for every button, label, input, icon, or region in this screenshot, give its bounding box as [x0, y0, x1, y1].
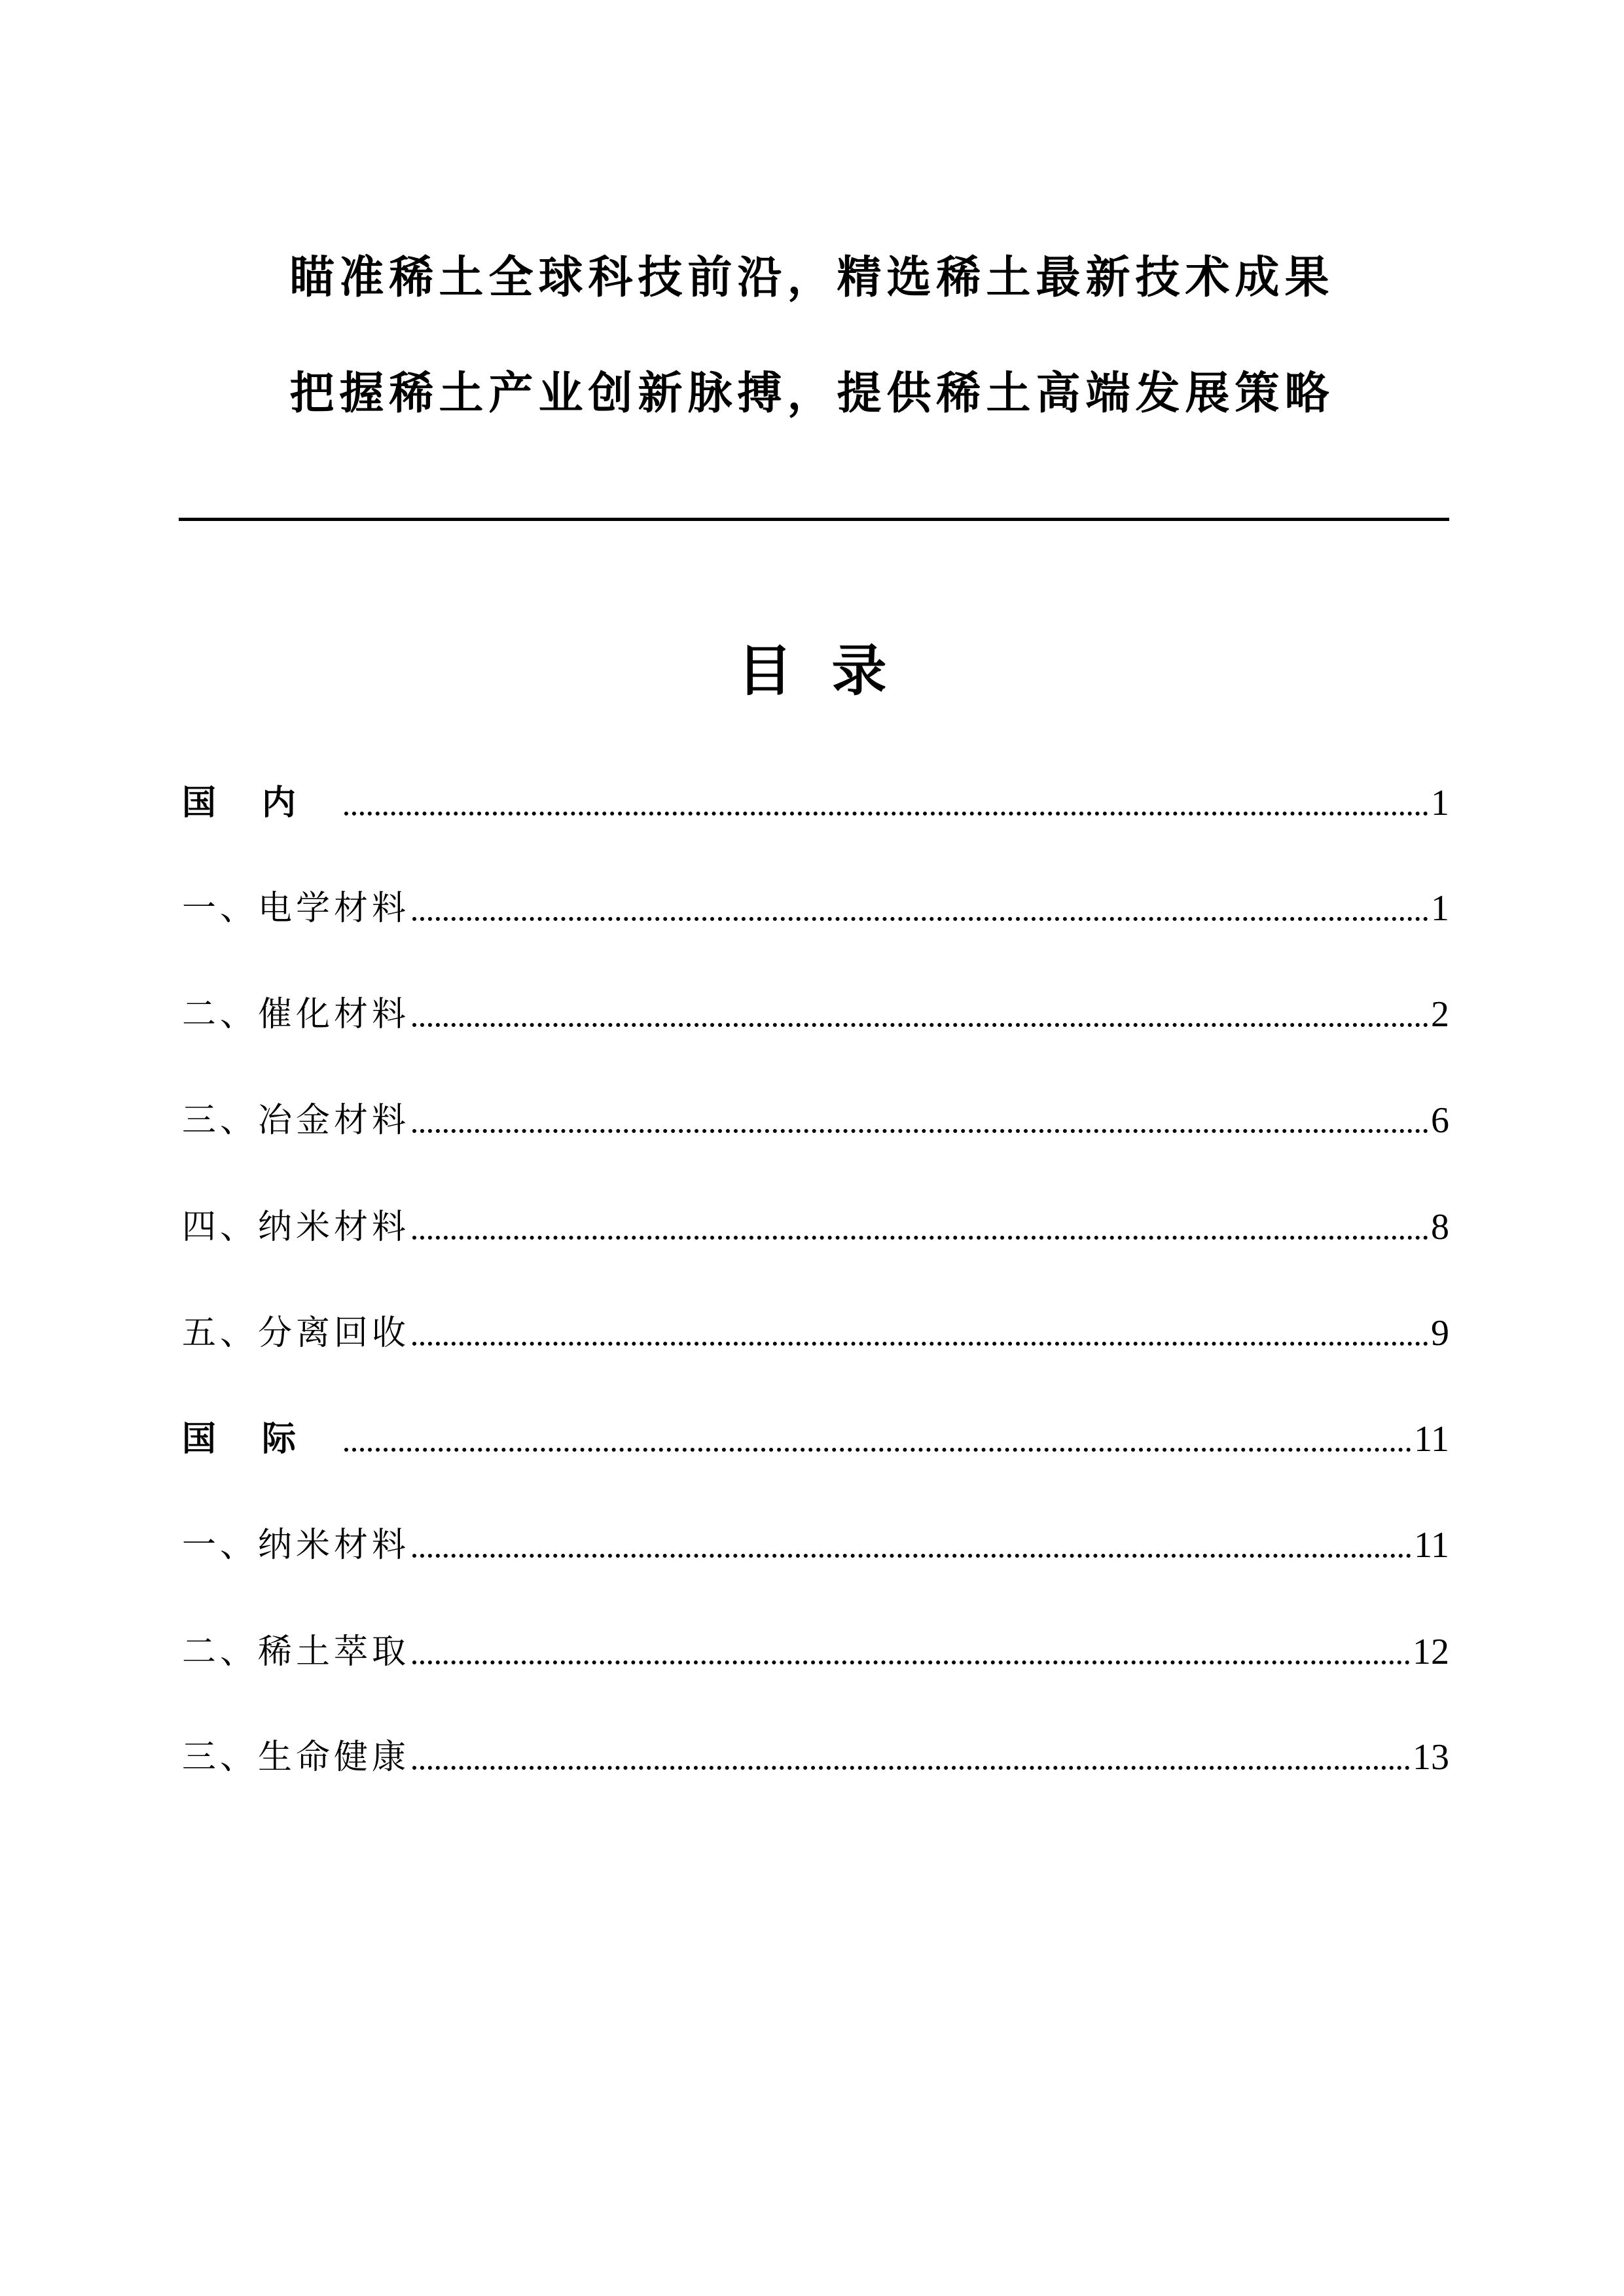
toc-entry[interactable]: [182, 992, 1449, 1037]
toc-entry-page: 1: [1431, 783, 1449, 823]
toc-entry-page: 13: [1413, 1737, 1449, 1778]
toc-entry-label: 一、纳米材料: [182, 1526, 410, 1565]
toc-entry-label: 三、生命健康: [182, 1738, 410, 1777]
toc-entry-page: 6: [1431, 1100, 1449, 1141]
toc-entry-label: 二、稀土萃取: [182, 1632, 410, 1672]
toc-dot-leader: [412, 917, 1428, 921]
toc-entry-page: 8: [1431, 1207, 1449, 1247]
toc-dot-leader: [412, 1236, 1428, 1240]
toc-dot-leader: [412, 1554, 1411, 1558]
toc-entry-label: 三、冶金材料: [182, 1101, 410, 1140]
toc-entry[interactable]: [182, 780, 1449, 826]
toc-dot-leader: [412, 1023, 1428, 1027]
toc-entry-page: 11: [1414, 1525, 1449, 1566]
toc-entry-label: 四、纳米材料: [182, 1208, 410, 1247]
toc-title: 目录: [737, 639, 926, 703]
toc-entry-page: 2: [1431, 994, 1449, 1035]
toc-entry-label: 国内: [182, 783, 342, 823]
slogan-line-1: 瞄准稀土全球科技前沿，精选稀土最新技术成果: [289, 252, 1335, 304]
toc-dot-leader: [412, 1342, 1428, 1346]
toc-dot-leader: [412, 1766, 1410, 1770]
toc-entry[interactable]: [182, 886, 1449, 931]
toc-entry[interactable]: [182, 1522, 1449, 1568]
toc-entry[interactable]: [182, 1204, 1449, 1250]
toc-entry-page: 11: [1414, 1419, 1449, 1460]
toc-entry[interactable]: [182, 1416, 1449, 1462]
toc-entry-page: 12: [1413, 1632, 1449, 1672]
toc-dot-leader: [412, 1660, 1410, 1664]
toc-entry-page: 9: [1431, 1313, 1449, 1354]
toc-dot-leader: [344, 812, 1428, 816]
toc-entry-label: 一、电学材料: [182, 889, 410, 928]
toc-entry[interactable]: [182, 1098, 1449, 1143]
toc-entry-label: 国际: [182, 1420, 342, 1459]
toc-entry-label: 五、分离回收: [182, 1314, 410, 1353]
toc-entry[interactable]: [182, 1629, 1449, 1675]
horizontal-divider: [179, 518, 1449, 521]
toc-entry-page: 1: [1431, 888, 1449, 929]
toc-entry-label: 二、催化材料: [182, 995, 410, 1034]
toc-dot-leader: [412, 1129, 1428, 1133]
toc-entry[interactable]: [182, 1310, 1449, 1356]
slogan-line-2: 把握稀土产业创新脉搏，提供稀土高端发展策略: [289, 368, 1335, 420]
toc-entry[interactable]: [182, 1734, 1449, 1780]
toc-dot-leader: [344, 1448, 1411, 1452]
